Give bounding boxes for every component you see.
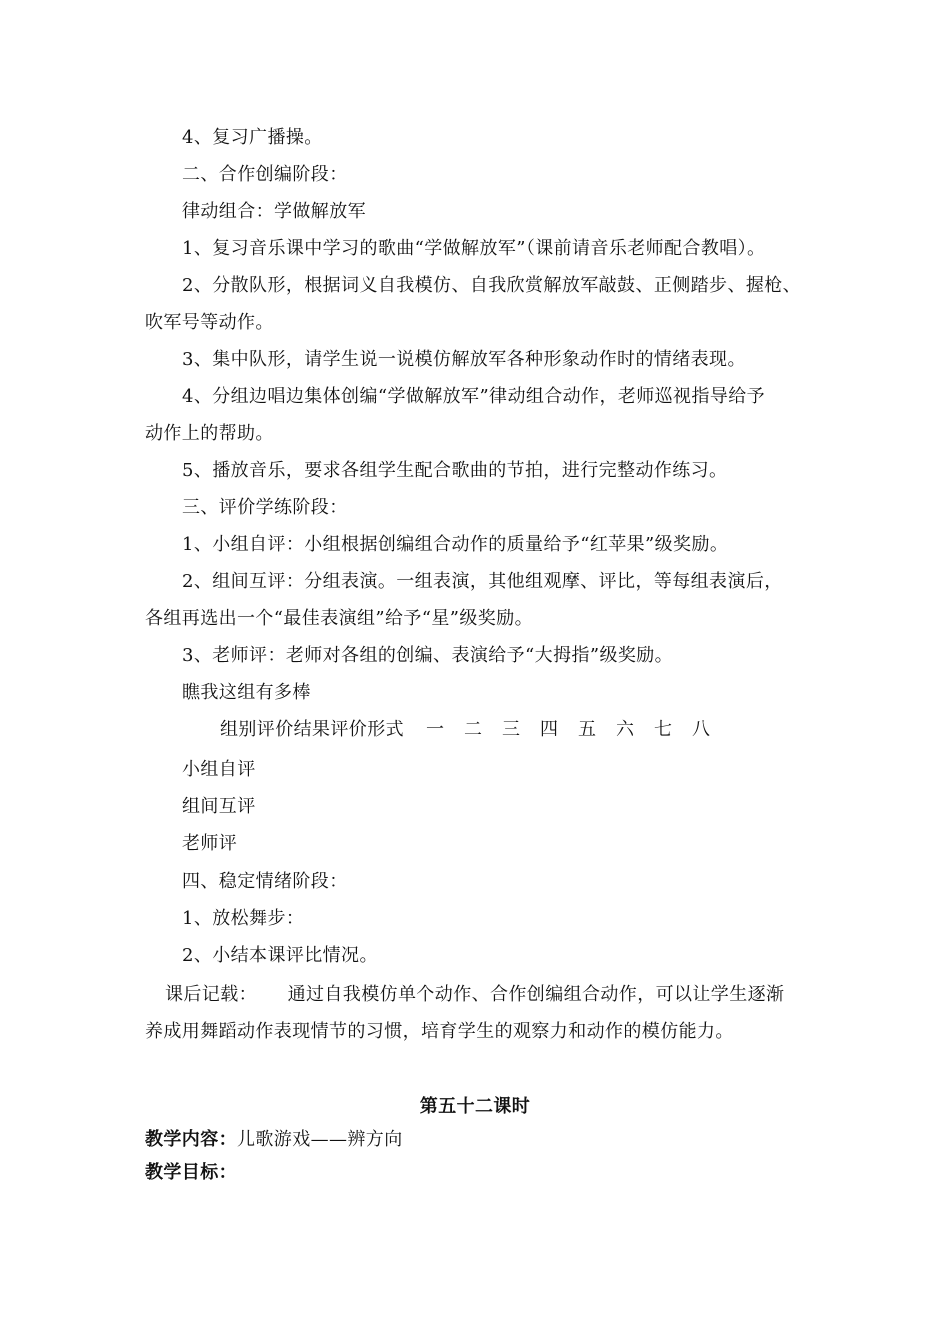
group-column: 五	[578, 719, 597, 740]
group-column: 七	[654, 719, 673, 740]
group-column: 六	[616, 719, 635, 740]
paragraph: 3、老师评：老师对各组的创编、表演给予“大拇指”级奖励。	[182, 645, 674, 666]
section-heading: 二、合作创编阶段：	[182, 164, 348, 185]
group-column: 一	[426, 719, 445, 740]
evaluation-table-header	[220, 718, 730, 742]
paragraph-continuation: 各组再选出一个“最佳表演组”给予“星”级奖励。	[145, 608, 534, 629]
group-column: 二	[464, 719, 483, 740]
group-column: 四	[540, 719, 559, 740]
paragraph: 1、复习音乐课中学习的歌曲“学做解放军”（课前请音乐老师配合教唱）。	[182, 238, 766, 259]
table-row-label: 组间互评	[182, 796, 256, 817]
teaching-goal-label: 教学目标：	[145, 1162, 237, 1183]
paragraph: 5、播放音乐，要求各组学生配合歌曲的节拍，进行完整动作练习。	[182, 460, 728, 481]
paragraph-continuation: 吹军号等动作。	[145, 312, 274, 333]
paragraph: 4、分组边唱边集体创编“学做解放军”律动组合动作，老师巡视指导给予	[182, 386, 766, 407]
teaching-content-value: 儿歌游戏——辨方向	[237, 1129, 403, 1150]
paragraph: 1、小组自评：小组根据创编组合动作的质量给予“红苹果”级奖励。	[182, 534, 729, 555]
paragraph-continuation: 动作上的帮助。	[145, 423, 274, 444]
paragraph: 2、分散队形，根据词义自我模仿、自我欣赏解放军敲鼓、正侧踏步、握枪、	[182, 275, 802, 296]
teaching-content-label: 教学内容：	[145, 1129, 237, 1150]
paragraph: 律动组合：学做解放军	[182, 201, 366, 222]
group-column: 三	[502, 719, 521, 740]
table-caption: 瞧我这组有多棒	[182, 682, 311, 703]
lesson-title: 第五十二课时	[419, 1096, 531, 1117]
table-row-label: 小组自评	[182, 759, 256, 780]
teaching-content-line	[145, 1128, 403, 1152]
table-row-label: 老师评	[182, 833, 238, 854]
section-heading: 四、稳定情绪阶段：	[182, 871, 348, 892]
paragraph: 2、组间互评：分组表演。一组表演，其他组观摩、评比，等每组表演后，	[182, 571, 783, 592]
paragraph: 3、集中队形，请学生说一说模仿解放军各种形象动作时的情绪表现。	[182, 349, 746, 370]
paragraph-continuation: 养成用舞蹈动作表现情节的习惯，培育学生的观察力和动作的模仿能力。	[145, 1021, 734, 1042]
paragraph: 2、小结本课评比情况。	[182, 945, 378, 966]
paragraph: 1、放松舞步：	[182, 908, 305, 929]
section-heading: 三、评价学练阶段：	[182, 497, 348, 518]
group-column: 八	[692, 719, 711, 740]
after-class-notes: 课后记载： 通过自我模仿单个动作、合作创编组合动作，可以让学生逐渐	[165, 984, 785, 1005]
table-header-label: 组别评价结果评价形式	[220, 719, 404, 740]
paragraph: 4、复习广播操。	[182, 127, 323, 148]
